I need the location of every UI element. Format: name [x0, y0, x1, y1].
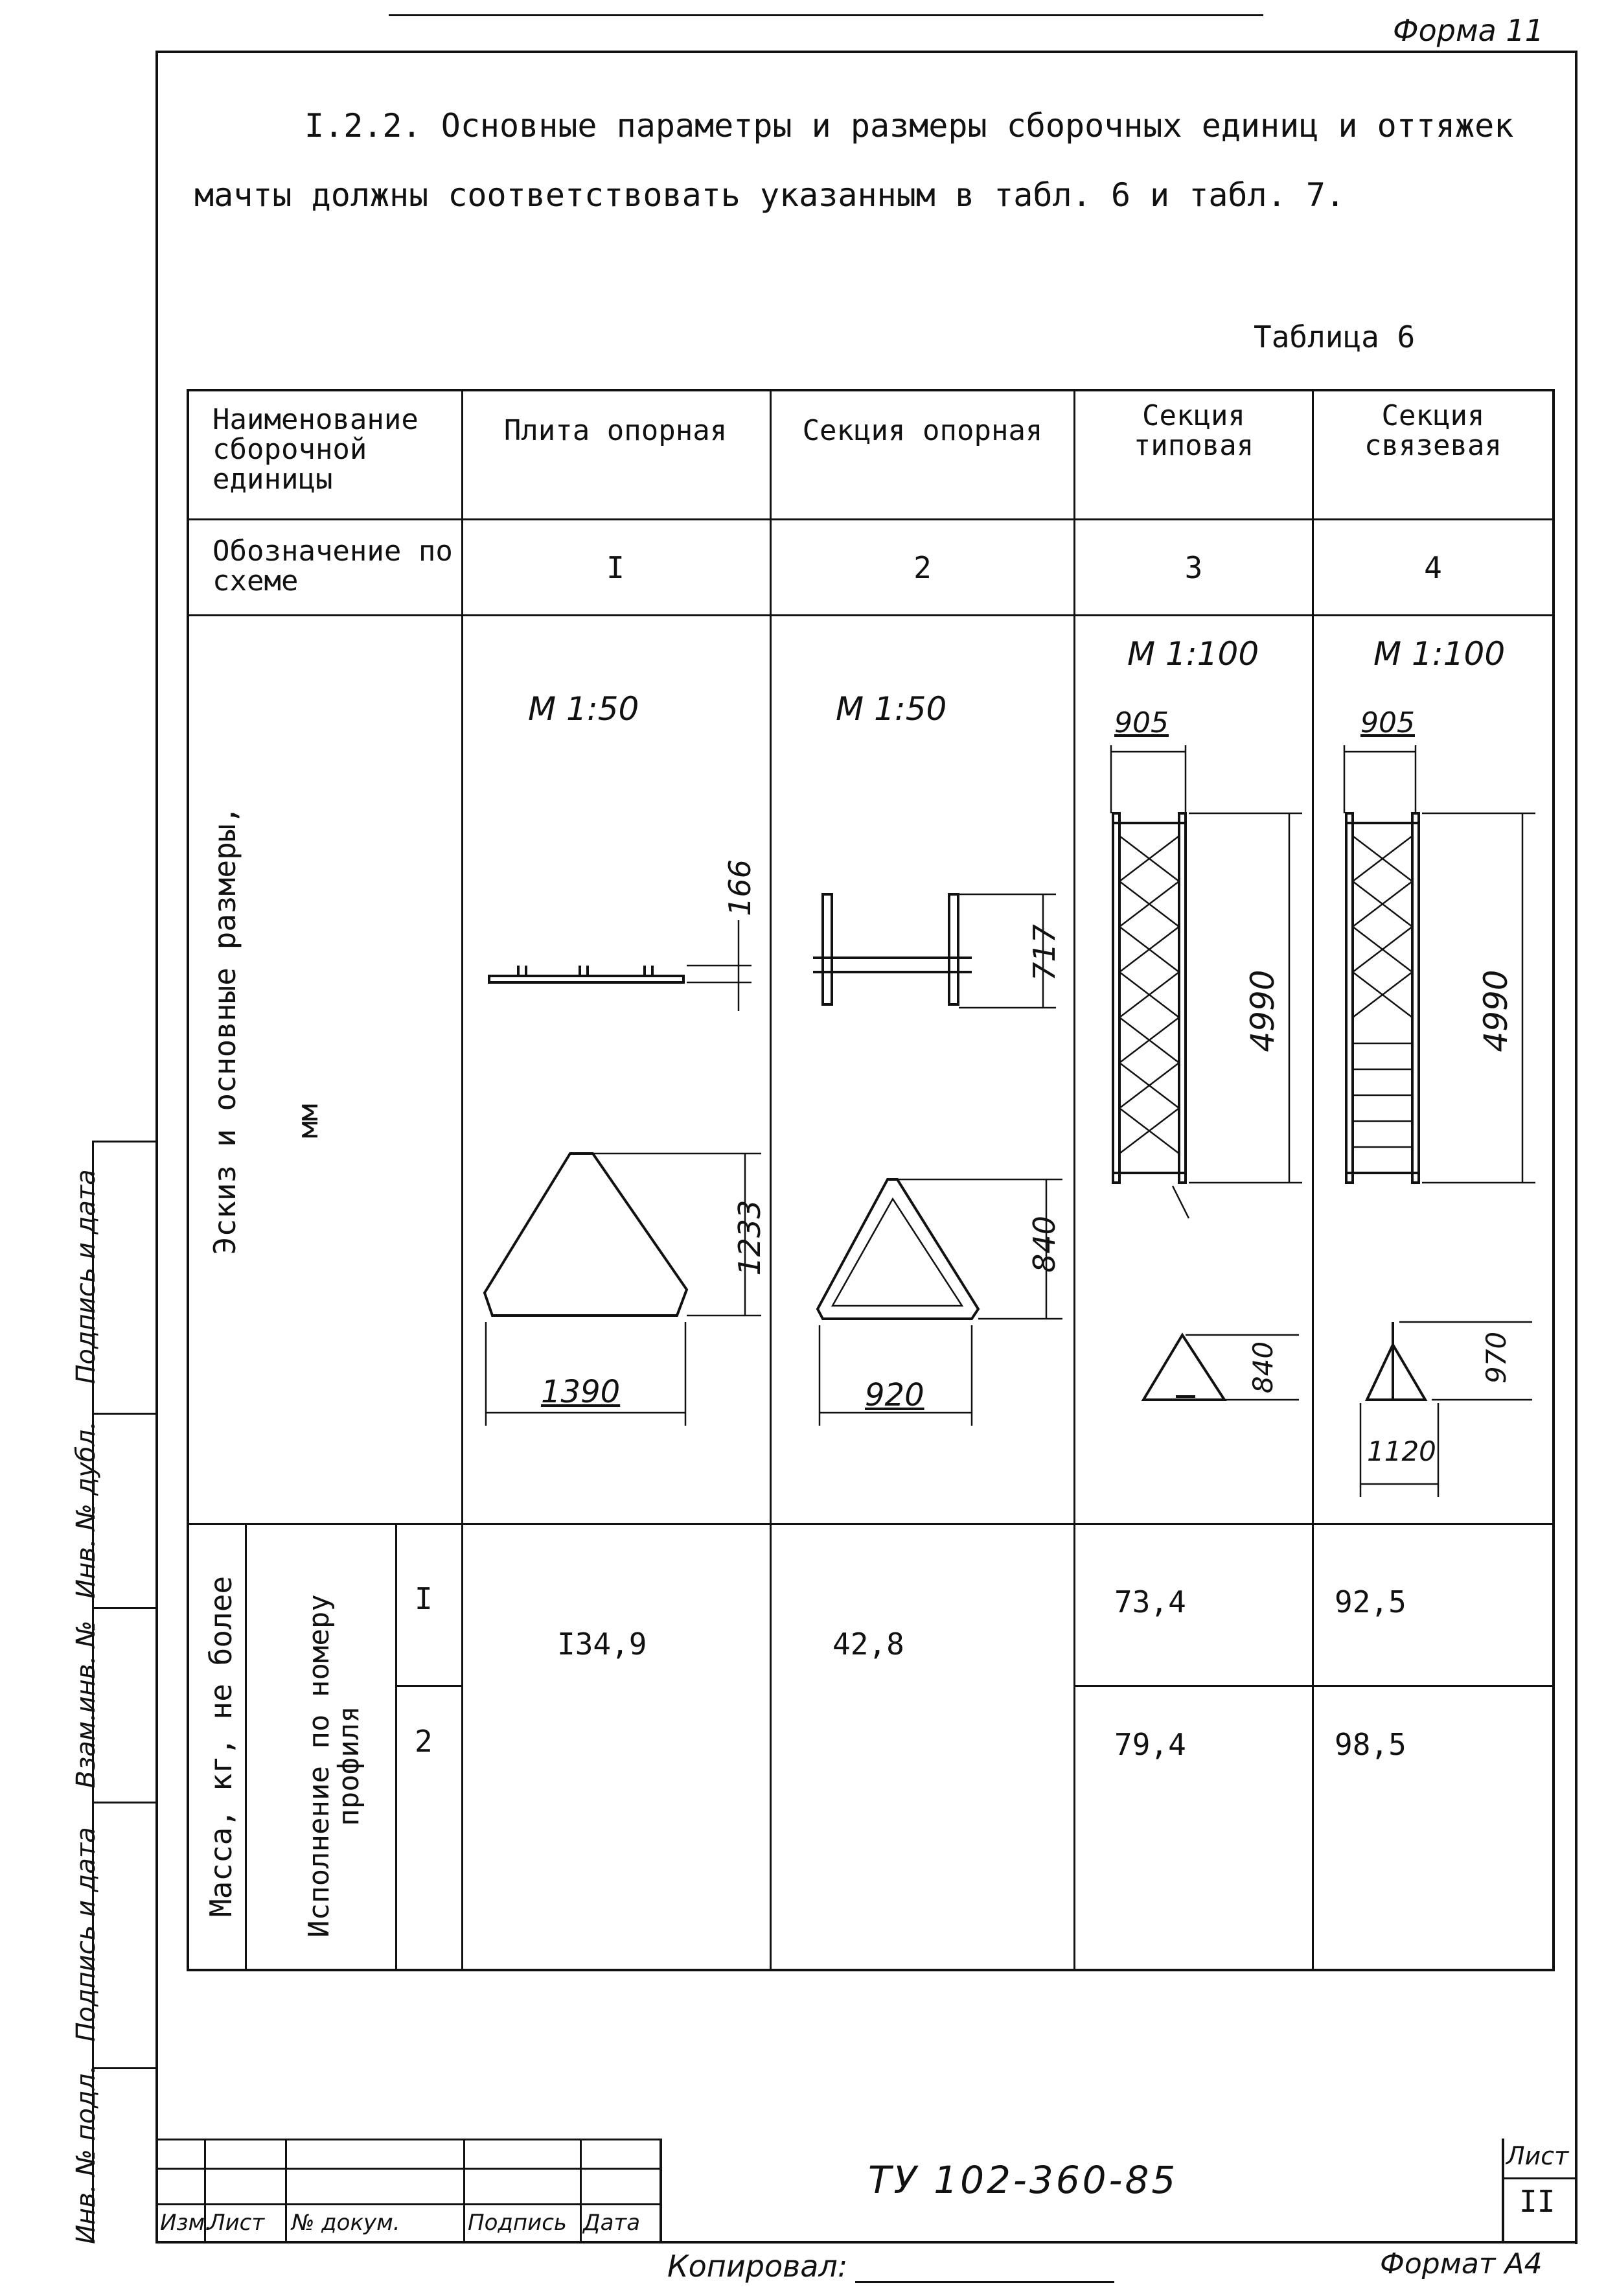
plate-top-view [485, 1154, 761, 1426]
dim-c4-base: 1120 [1367, 1435, 1436, 1467]
stamp-dup-inv: Инв. № дубл. [71, 1421, 101, 1599]
tb-header-izm: Изм. [160, 2210, 212, 2236]
dim-c4-width: 905 [1360, 706, 1415, 739]
col-3-designation: 3 [1184, 550, 1203, 585]
col-2-designation: 2 [913, 550, 932, 585]
stamp-orig-inv: Инв. № подл. [71, 2065, 101, 2244]
mass-label: Масса, кг, не более [203, 1575, 238, 1918]
dim-c4-tri: 970 [1480, 1331, 1512, 1384]
col-4-scale: М 1:100 [1373, 635, 1506, 673]
tb-header-sign: Подпись [468, 2210, 567, 2236]
dim-c1-height: 1233 [732, 1200, 767, 1276]
dim-c4-length: 4990 [1477, 969, 1515, 1052]
dim-c1-width: 1390 [541, 1374, 621, 1410]
tb-header-list: Лист [209, 2210, 265, 2236]
variant-2: 2 [415, 1724, 433, 1759]
intro-line-2: мачты должны соответствовать указанным в табл. 6 и табл. 7. [194, 176, 1346, 214]
sheet-number: II [1519, 2184, 1555, 2219]
intro-line-1: I.2.2. Основные параметры и размеры сборочных единиц и оттяжек [304, 107, 1514, 145]
designation-label: Обозначение по схеме [212, 535, 453, 598]
sheet-label: Лист [1506, 2142, 1569, 2170]
dim-c3-tri: 840 [1247, 1341, 1279, 1394]
copied-line [855, 2281, 1114, 2283]
dim-c2-top: 717 [1027, 924, 1062, 981]
mass-c3-v1: 73,4 [1114, 1584, 1186, 1619]
dim-c3-width: 905 [1114, 706, 1169, 739]
col-4-name: Секция связевая [1364, 399, 1502, 462]
dim-c3-length: 4990 [1244, 969, 1281, 1052]
plate-side-view [489, 920, 751, 1011]
dim-c1-top: 166 [722, 859, 757, 916]
col-1-designation: I [606, 550, 625, 585]
variant-label: Исполнение по номеру профиля [303, 1594, 366, 1938]
header-label: Наименование сборочной единицы [212, 403, 419, 496]
mass-c2: 42,8 [832, 1627, 904, 1662]
col-2-scale: М 1:50 [836, 690, 947, 728]
form-label: Форма 11 [1393, 13, 1544, 48]
col-4-designation: 4 [1424, 550, 1442, 585]
tb-header-date: Дата [583, 2210, 641, 2236]
sketch-label-unit: мм [292, 1104, 325, 1139]
sketch-label: Эскиз и основные размеры, [207, 806, 242, 1255]
copied-label: Копировал: [667, 2249, 848, 2284]
support-section-top-view [818, 1179, 1062, 1426]
col-2-name: Секция опорная [802, 413, 1043, 447]
col-1-name: Плита опорная [503, 413, 728, 447]
mass-c4-v1: 92,5 [1335, 1584, 1406, 1619]
bracing-section-view [1344, 745, 1535, 1183]
stamp-sign-date-2: Подпись и дата [71, 1827, 101, 2042]
stamp-sign-date-1: Подпись и дата [71, 1169, 101, 1384]
stamp-replace-inv: Взам.инв. № [71, 1620, 101, 1789]
dim-c2-width: 920 [865, 1377, 924, 1413]
tb-header-doc: № докум. [292, 2210, 400, 2236]
support-section-side-view [813, 894, 1056, 1008]
col-3-name: Секция типовая [1133, 399, 1254, 462]
table-caption: Таблица 6 [1254, 319, 1416, 354]
mass-c4-v2: 98,5 [1335, 1727, 1406, 1762]
col-3-scale: М 1:100 [1127, 635, 1259, 673]
dim-c2-height: 840 [1027, 1216, 1062, 1273]
mass-c1: I34,9 [557, 1627, 647, 1662]
mass-c3-v2: 79,4 [1114, 1727, 1186, 1762]
col-1-scale: М 1:50 [528, 690, 639, 728]
variant-1: I [415, 1581, 433, 1616]
format-label: Формат А4 [1380, 2247, 1543, 2280]
doc-code: ТУ 102-360-85 [868, 2158, 1178, 2202]
